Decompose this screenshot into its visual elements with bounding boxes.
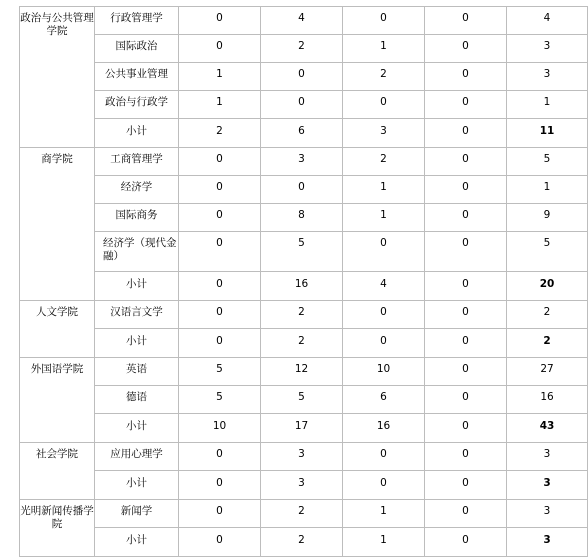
college-cell: 人文学院 bbox=[20, 301, 95, 358]
subtotal-row bbox=[20, 471, 588, 500]
total-cell: 3 bbox=[507, 500, 588, 528]
value-cell: 2 bbox=[261, 329, 343, 358]
value-cell: 1 bbox=[343, 204, 425, 232]
value-cell: 5 bbox=[179, 386, 261, 414]
value-cell: 0 bbox=[343, 443, 425, 471]
college-cell: 社会学院 bbox=[20, 443, 95, 500]
value-cell: 1 bbox=[343, 528, 425, 557]
value-cell: 0 bbox=[261, 63, 343, 91]
value-cell: 0 bbox=[425, 301, 507, 329]
value-cell: 0 bbox=[425, 414, 507, 443]
subtotal-label: 小计 bbox=[95, 471, 179, 500]
value-cell: 3 bbox=[261, 443, 343, 471]
total-cell: 11 bbox=[507, 119, 588, 148]
value-cell: 0 bbox=[425, 63, 507, 91]
major-cell: 汉语言文学 bbox=[95, 301, 179, 329]
value-cell: 0 bbox=[179, 148, 261, 176]
value-cell: 0 bbox=[179, 232, 261, 272]
value-cell: 4 bbox=[343, 272, 425, 301]
value-cell: 0 bbox=[425, 272, 507, 301]
value-cell: 0 bbox=[425, 386, 507, 414]
value-cell: 0 bbox=[425, 500, 507, 528]
value-cell: 0 bbox=[179, 471, 261, 500]
total-cell: 43 bbox=[507, 414, 588, 443]
value-cell: 4 bbox=[261, 7, 343, 35]
total-cell: 1 bbox=[507, 91, 588, 119]
subtotal-label: 小计 bbox=[95, 414, 179, 443]
value-cell: 1 bbox=[179, 91, 261, 119]
value-cell: 0 bbox=[425, 471, 507, 500]
table-row bbox=[20, 7, 588, 35]
total-cell: 3 bbox=[507, 471, 588, 500]
value-cell: 0 bbox=[425, 443, 507, 471]
total-cell: 3 bbox=[507, 35, 588, 63]
value-cell: 1 bbox=[343, 176, 425, 204]
value-cell: 3 bbox=[343, 119, 425, 148]
table-row bbox=[20, 35, 588, 63]
value-cell: 0 bbox=[179, 301, 261, 329]
value-cell: 2 bbox=[343, 63, 425, 91]
value-cell: 0 bbox=[343, 232, 425, 272]
value-cell: 12 bbox=[261, 358, 343, 386]
total-cell: 9 bbox=[507, 204, 588, 232]
value-cell: 2 bbox=[343, 148, 425, 176]
value-cell: 2 bbox=[261, 528, 343, 557]
college-cell: 光明新闻传播学院 bbox=[20, 500, 95, 557]
value-cell: 0 bbox=[425, 119, 507, 148]
value-cell: 5 bbox=[179, 358, 261, 386]
college-cell: 商学院 bbox=[20, 148, 95, 301]
major-cell: 经济学 bbox=[95, 176, 179, 204]
subtotal-label: 小计 bbox=[95, 528, 179, 557]
value-cell: 3 bbox=[261, 148, 343, 176]
total-cell: 3 bbox=[507, 528, 588, 557]
value-cell: 0 bbox=[179, 204, 261, 232]
value-cell: 2 bbox=[261, 500, 343, 528]
value-cell: 1 bbox=[343, 35, 425, 63]
major-cell: 国际政治 bbox=[95, 35, 179, 63]
value-cell: 5 bbox=[261, 232, 343, 272]
subtotal-label: 小计 bbox=[95, 119, 179, 148]
total-cell: 2 bbox=[507, 329, 588, 358]
value-cell: 16 bbox=[343, 414, 425, 443]
total-cell: 3 bbox=[507, 63, 588, 91]
value-cell: 0 bbox=[261, 91, 343, 119]
value-cell: 2 bbox=[179, 119, 261, 148]
major-cell: 德语 bbox=[95, 386, 179, 414]
total-cell: 5 bbox=[507, 148, 588, 176]
value-cell: 0 bbox=[343, 91, 425, 119]
major-cell: 应用心理学 bbox=[95, 443, 179, 471]
table-row bbox=[20, 63, 588, 91]
table-row bbox=[20, 232, 588, 272]
table-row bbox=[20, 148, 588, 176]
total-cell: 1 bbox=[507, 176, 588, 204]
value-cell: 2 bbox=[261, 35, 343, 63]
value-cell: 0 bbox=[425, 358, 507, 386]
value-cell: 0 bbox=[425, 91, 507, 119]
value-cell: 10 bbox=[343, 358, 425, 386]
table-row bbox=[20, 91, 588, 119]
total-cell: 16 bbox=[507, 386, 588, 414]
value-cell: 0 bbox=[425, 528, 507, 557]
total-cell: 2 bbox=[507, 301, 588, 329]
value-cell: 0 bbox=[179, 35, 261, 63]
subtotal-label: 小计 bbox=[95, 329, 179, 358]
table-row bbox=[20, 500, 588, 528]
value-cell: 1 bbox=[179, 63, 261, 91]
value-cell: 0 bbox=[179, 443, 261, 471]
total-cell: 4 bbox=[507, 7, 588, 35]
value-cell: 0 bbox=[425, 176, 507, 204]
college-cell: 外国语学院 bbox=[20, 358, 95, 443]
total-cell: 20 bbox=[507, 272, 588, 301]
value-cell: 8 bbox=[261, 204, 343, 232]
value-cell: 5 bbox=[261, 386, 343, 414]
value-cell: 0 bbox=[343, 301, 425, 329]
value-cell: 0 bbox=[425, 329, 507, 358]
value-cell: 6 bbox=[343, 386, 425, 414]
major-cell: 公共事业管理 bbox=[95, 63, 179, 91]
total-cell: 5 bbox=[507, 232, 588, 272]
value-cell: 10 bbox=[179, 414, 261, 443]
table-row bbox=[20, 358, 588, 386]
value-cell: 0 bbox=[425, 232, 507, 272]
table-row bbox=[20, 301, 588, 329]
major-cell: 经济学（现代金融） bbox=[95, 232, 179, 272]
value-cell: 0 bbox=[343, 329, 425, 358]
value-cell: 0 bbox=[425, 148, 507, 176]
value-cell: 0 bbox=[179, 176, 261, 204]
table-row bbox=[20, 204, 588, 232]
table-row bbox=[20, 443, 588, 471]
subtotal-row bbox=[20, 329, 588, 358]
value-cell: 0 bbox=[179, 7, 261, 35]
major-cell: 政治与行政学 bbox=[95, 91, 179, 119]
major-cell: 新闻学 bbox=[95, 500, 179, 528]
subtotal-label: 小计 bbox=[95, 272, 179, 301]
value-cell: 0 bbox=[261, 176, 343, 204]
total-cell: 27 bbox=[507, 358, 588, 386]
statistics-table bbox=[19, 6, 588, 557]
value-cell: 17 bbox=[261, 414, 343, 443]
value-cell: 2 bbox=[261, 301, 343, 329]
value-cell: 0 bbox=[425, 35, 507, 63]
subtotal-row bbox=[20, 528, 588, 557]
subtotal-row bbox=[20, 119, 588, 148]
value-cell: 6 bbox=[261, 119, 343, 148]
value-cell: 16 bbox=[261, 272, 343, 301]
value-cell: 0 bbox=[425, 204, 507, 232]
value-cell: 0 bbox=[179, 500, 261, 528]
value-cell: 0 bbox=[343, 471, 425, 500]
major-cell: 国际商务 bbox=[95, 204, 179, 232]
value-cell: 3 bbox=[261, 471, 343, 500]
subtotal-row bbox=[20, 272, 588, 301]
major-cell: 工商管理学 bbox=[95, 148, 179, 176]
value-cell: 0 bbox=[179, 528, 261, 557]
value-cell: 0 bbox=[425, 7, 507, 35]
value-cell: 1 bbox=[343, 500, 425, 528]
major-cell: 行政管理学 bbox=[95, 7, 179, 35]
value-cell: 0 bbox=[179, 329, 261, 358]
subtotal-row bbox=[20, 414, 588, 443]
value-cell: 0 bbox=[179, 272, 261, 301]
value-cell: 0 bbox=[343, 7, 425, 35]
major-cell: 英语 bbox=[95, 358, 179, 386]
total-cell: 3 bbox=[507, 443, 588, 471]
table-row bbox=[20, 176, 588, 204]
college-cell: 政治与公共管理学院 bbox=[20, 7, 95, 148]
table-row bbox=[20, 386, 588, 414]
